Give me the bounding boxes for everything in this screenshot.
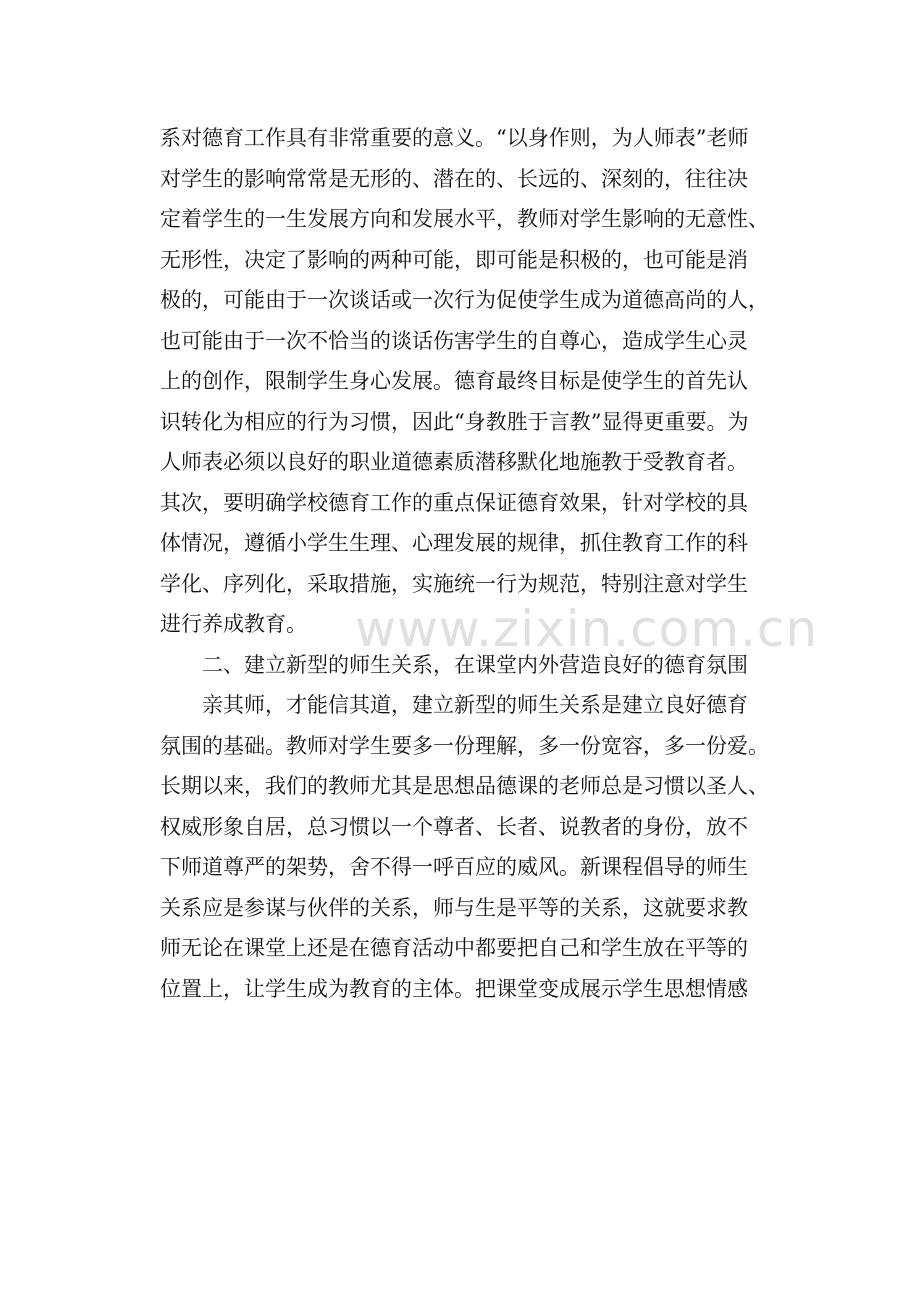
text-line: 亲其师，才能信其道，建立新型的师生关系是建立良好德育 <box>202 693 748 717</box>
text-line: 学化、序列化，采取措施，实施统一行为规范，特别注意对学生 <box>160 571 748 596</box>
text-line: 关系应是参谋与伙伴的关系，师与生是平等的关系，这就要求教 <box>160 895 748 920</box>
text-line: 位置上，让学生成为教育的主体。把课堂变成展示学生思想情感 <box>160 976 748 1001</box>
text-line: 无形性，决定了影响的两种可能，即可能是积极的，也可能是消 <box>160 247 748 272</box>
text-line: 氛围的基础。教师对学生要多一份理解，多一份宽容，多一份爱。 <box>160 733 769 758</box>
text-line: 上的创作，限制学生身心发展。德育最终目标是使学生的首先认 <box>160 369 748 393</box>
text-line: 对学生的影响常常是无形的、潜在的、长远的、深刻的，往往决 <box>160 166 748 191</box>
text-line: 下师道尊严的架势，舍不得一呼百应的威风。新课程倡导的师生 <box>160 855 748 879</box>
text-line: 极的，可能由于一次谈话或一次行为促使学生成为道德高尚的人， <box>160 288 769 312</box>
text-line: 定着学生的一生发展方向和发展水平，教师对学生影响的无意性、 <box>160 207 769 231</box>
section-heading: 二、建立新型的师生关系，在课堂内外营造良好的德育氛围 <box>202 652 748 677</box>
text-line: 长期以来，我们的教师尤其是思想品德课的老师总是习惯以圣人、 <box>160 774 769 798</box>
text-line: 体情况，遵循小学生生理、心理发展的规律，抓住教育工作的科 <box>160 531 748 555</box>
text-line: 进行养成教育。 <box>160 612 307 636</box>
text-line: 识转化为相应的行为习惯，因此“身教胜于言教”显得更重要。为 <box>160 409 749 434</box>
text-line: 权威形象自居，总习惯以一个尊者、长者、说教者的身份，放不 <box>160 814 748 839</box>
text-line: 其次，要明确学校德育工作的重点保证德育效果，针对学校的具 <box>160 490 748 515</box>
document-body <box>160 118 770 1009</box>
watermark: www.zixin.com.cn <box>355 600 819 658</box>
text-line: 也可能由于一次不恰当的谈话伤害学生的自尊心，造成学生心灵 <box>160 328 748 353</box>
text-line: 人师表必须以良好的职业道德素质潜移默化地施教于受教育者。 <box>160 450 748 474</box>
text-line: 师无论在课堂上还是在德育活动中都要把自己和学生放在平等的 <box>160 936 748 960</box>
text-line: 系对德育工作具有非常重要的意义。“以身作则，为人师表”老师 <box>160 126 749 150</box>
